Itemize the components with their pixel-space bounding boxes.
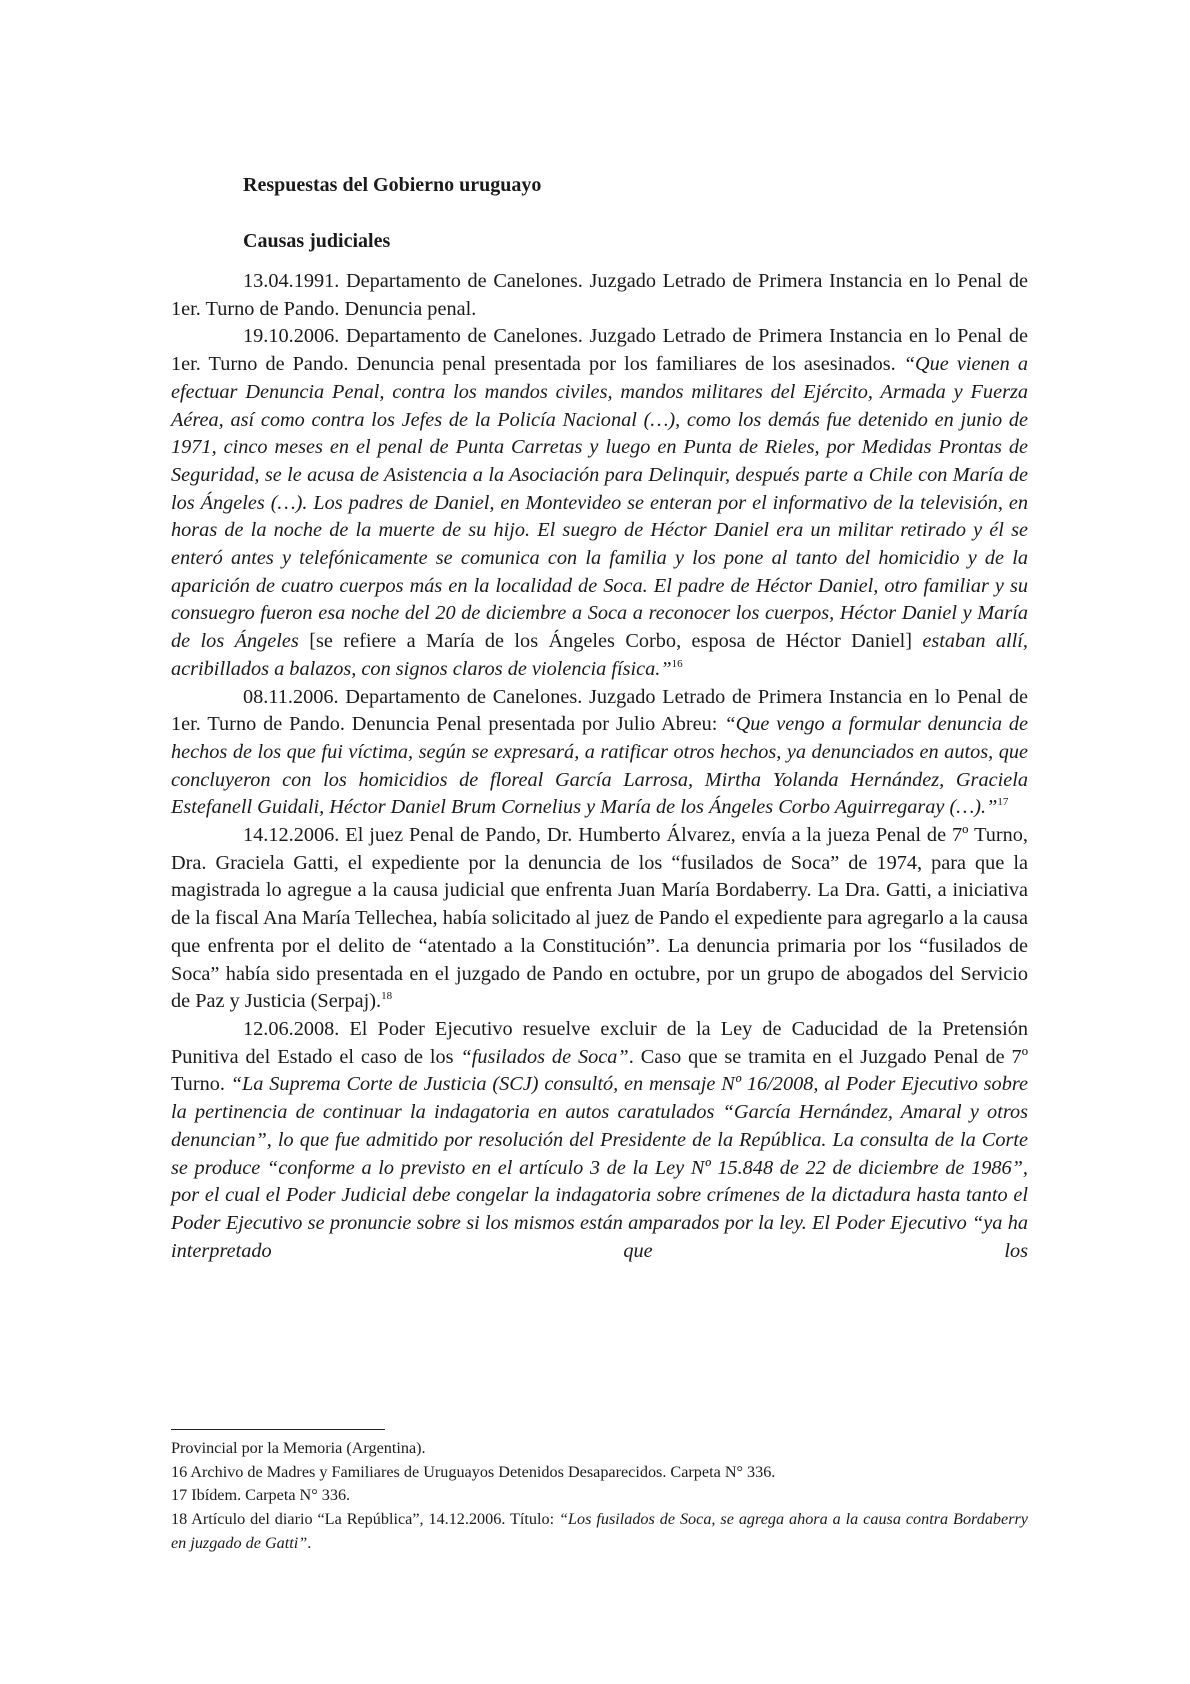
entry-2006-11 (171, 684, 1028, 823)
entry-quote: “Que vengo a formular denuncia de hechos de los que fui víctima, según se expresará, a ratificar otros hechos, ya denunciados en autos, que concluyeron con los homicidios de floreal García Larrosa, Mirtha Yolanda Hernández, Graciela Estefanell Guidali, Héctor Daniel Brum Cornelius y María de los Ángeles Corbo Aguirregaray (…).” (171, 713, 1029, 819)
footnote-18 (171, 1508, 1028, 1555)
footnote-18-title: “Los fusilados de Soca, se agrega ahora a la causa contra Bordaberry en juzgado de Gatti” (171, 1510, 1028, 1552)
footnotes (171, 1437, 1028, 1556)
entry-1991 (171, 268, 1028, 323)
entry-quote-end: estaban allí, acribillados a balazos, con signos claros de violencia física.” (171, 630, 1029, 680)
footnote-ref-16[interactable]: 16 (671, 657, 683, 670)
footnote-16: 16 Archivo de Madres y Familiares de Uruguayos Detenidos Desaparecidos. Carpeta N° 336. (171, 1462, 776, 1481)
entry-2006-12 (171, 822, 1028, 1016)
document-body (171, 268, 1028, 1265)
footnote-18-text: 18 Artículo del diario “La República”, 14.12.2006. Título: (171, 1510, 560, 1529)
entry-text: 19.10.2006. Departamento de Canelones. Juzgado Letrado de Primera Instancia en lo Penal de 1er. Turno de Pando. Denuncia penal presentada por los familiares de los asesinados. (171, 325, 1028, 376)
entry-italic-phrase: “fusilados de Soca” (460, 1045, 629, 1068)
footnote-17: 17 Ibídem. Carpeta N° 336. (171, 1486, 351, 1505)
entry-quote: “Que vienen a efectuar Denuncia Penal, contra los mandos civiles, mandos militares del Ejército, Armada y Fuerza Aérea, así como contra los Jefes de la Policía Nacional (…), como los demás fue detenido en junio de 1971, cinco meses en el penal de Punta Carretas y luego en Punta de Rieles, por Medidas Prontas de Seguridad, se le acusa de Asistencia a la Asociación para Delinquir, después parte a Chile con María de los Ángeles (…). Los padres de Daniel, en Montevideo se enteran por el informativo de la televisión, en horas de la noche de la muerte de su hijo. El suegro de Héctor Daniel era un militar retirado y él se enteró antes y telefónicamente se comunica con la familia y los pone al tanto del homicidio y de la aparición de cuatro cuerpos más en la localidad de Soca. El padre de Héctor Daniel, otro familiar y su consuegro fueron esa noche del 20 de diciembre a Soca a reconocer los cuerpos, Héctor Daniel y María de los Ángeles (171, 353, 1028, 653)
entry-quote: “La Suprema Corte de Justicia (SCJ) consultó, en mensaje Nº 16/2008, al Poder Ejecutivo sobre la pertinencia de continuar la indagatoria en autos caratulados “García Hernández, Amaral y otros denuncian”, lo que fue admitido por resolución del Presidente de la República. La consulta de la Corte se produce “conforme a lo previsto en el artículo 3 de la Ley Nº 15.848 de 22 de diciembre de 1986”, por el cual el Poder Judicial debe congelar la indagatoria sobre crímenes de la dictadura hasta tanto el Poder Ejecutivo se pronuncie sobre si los mismos están amparados por la ley. El Poder Ejecutivo “ya ha interpretado que los (171, 1073, 1028, 1262)
entry-text: 12.06.2008. El Poder Ejecutivo resuelve excluir de la Ley de Caducidad de la Pretensión Punitiva del Estado el caso de los (171, 1017, 1028, 1068)
footnote-ref-18[interactable]: 18 (381, 990, 393, 1003)
footnote-separator (171, 1429, 385, 1430)
entry-text: 13.04.1991. Departamento de Canelones. Juzgado Letrado de Primera Instancia en lo Penal de 1er. Turno de Pando. Denuncia penal. (171, 270, 1028, 320)
entry-text-2: . Caso que se tramita en el Juzgado Penal de 7º Turno. (171, 1045, 1028, 1096)
section-heading: Respuestas del Gobierno uruguayo (243, 174, 542, 196)
entry-2006-10 (171, 323, 1028, 683)
entry-2008 (171, 1016, 1028, 1265)
footnote-18-end: . (307, 1533, 312, 1552)
subsection-heading: Causas judiciales (243, 230, 391, 252)
entry-text: 14.12.2006. El juez Penal de Pando, Dr. Humberto Álvarez, envía a la jueza Penal de 7º Turno, Dra. Graciela Gatti, el expediente por la denuncia de los “fusilados de Soca” de 1974, para que la magistrada lo agregue a la causa judicial que enfrenta Juan María Bordaberry. La Dra. Gatti, a iniciativa de la fiscal Ana María Tellechea, había solicitado al juez de Pando el expediente para agregarlo a la causa que enfrenta por el delito de “atentado a la Constitución”. La denuncia primaria por los “fusilados de Soca” había sido presentada en el juzgado de Pando en octubre, por un grupo de abogados del Servicio de Paz y Justicia (Serpaj). (171, 824, 1028, 1013)
footnote-continuation: Provincial por la Memoria (Argentina). (171, 1439, 426, 1457)
entry-bracket-note: [se refiere a María de los Ángeles Corbo, esposa de Héctor Daniel] (298, 630, 923, 653)
entry-text: 08.11.2006. Departamento de Canelones. Juzgado Letrado de Primera Instancia en lo Penal de 1er. Turno de Pando. Denuncia Penal presentada por Julio Abreu: (171, 685, 1028, 736)
footnote-ref-17[interactable]: 17 (997, 796, 1009, 809)
